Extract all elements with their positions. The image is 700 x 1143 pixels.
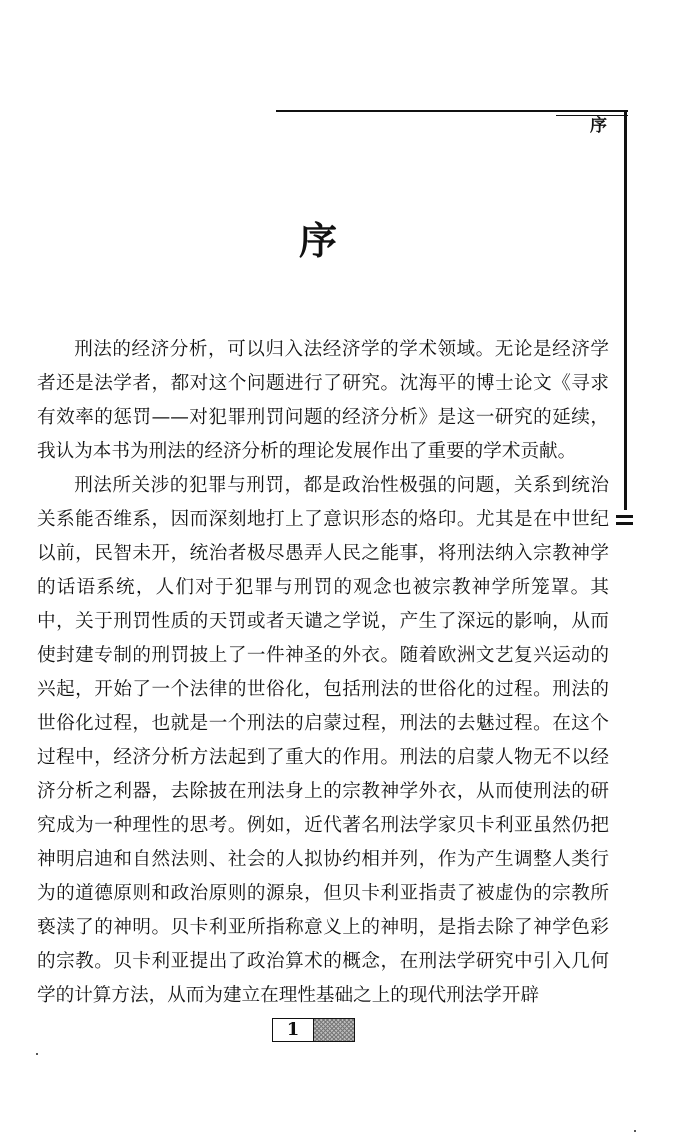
running-head: 序 — [590, 116, 607, 136]
paragraph-1: 刑法的经济分析，可以归入法经济学的学术领域。无论是经济学者还是法学者，都对这个问题进行了研究。沈海平的博士论文《寻求有效率的惩罚——对犯罪刑罚问题的经济分析》是这一研究的延续，我认为本书为刑法的经济分析的理论发展作出了重要的学术贡献。 — [37, 339, 609, 462]
paragraph-2: 刑法所关涉的犯罪与刑罚，都是政治性极强的问题，关系到统治关系能否维系，因而深刻地打上了意识形态的烙印。尤其是在中世纪以前，民智未开，统治者极尽愚弄人民之能事，将刑法纳入宗教神学的话语系统，人们对于犯罪与刑罚的观念也被宗教神学所笼罩。其中，关于刑罚性质的天罚或者天谴之学说，产生了深远的影响，从而使封建专制的刑罚披上了一件神圣的外衣。随着欧洲文艺复兴运动的兴起，开始了一个法律的世俗化，包括刑法的世俗化的过程。刑法的世俗化过程，也就是一个刑法的启蒙过程，刑法的去魅过程。在这个过程中，经济分析方法起到了重大的作用。刑法的启蒙人物无不以经济分析之利器，去除披在刑法身上的宗教神学外衣，从而使刑法的研究成为一种理性的思考。例如，近代著名刑法学家贝卡利亚虽然仍把神明启迪和自然法则、社会的人拟协约相并列，作为产生调整人类行为的道德原则和政治原则的源泉，但贝卡利亚指责了被虚伪的宗教所亵渎了的神明。贝卡利亚所指称意义上的神明，是指去除了神学色彩的宗教。贝卡利亚提出了政治算术的概念，在刑法学研究中引入几何学的计算方法，从而为建立在理性基础之上的现代刑法学开辟 — [37, 475, 609, 1006]
page-number: 1 — [272, 1018, 313, 1042]
scan-speck — [36, 1053, 38, 1055]
scan-speck — [634, 1130, 636, 1132]
body-text — [37, 333, 609, 1013]
chapter-title: 序 — [298, 218, 341, 263]
page-number-ornament — [313, 1018, 355, 1042]
side-marker-bottom — [616, 522, 633, 525]
side-marker-top — [616, 515, 633, 518]
side-rule — [624, 110, 627, 510]
header-rule — [276, 110, 628, 112]
